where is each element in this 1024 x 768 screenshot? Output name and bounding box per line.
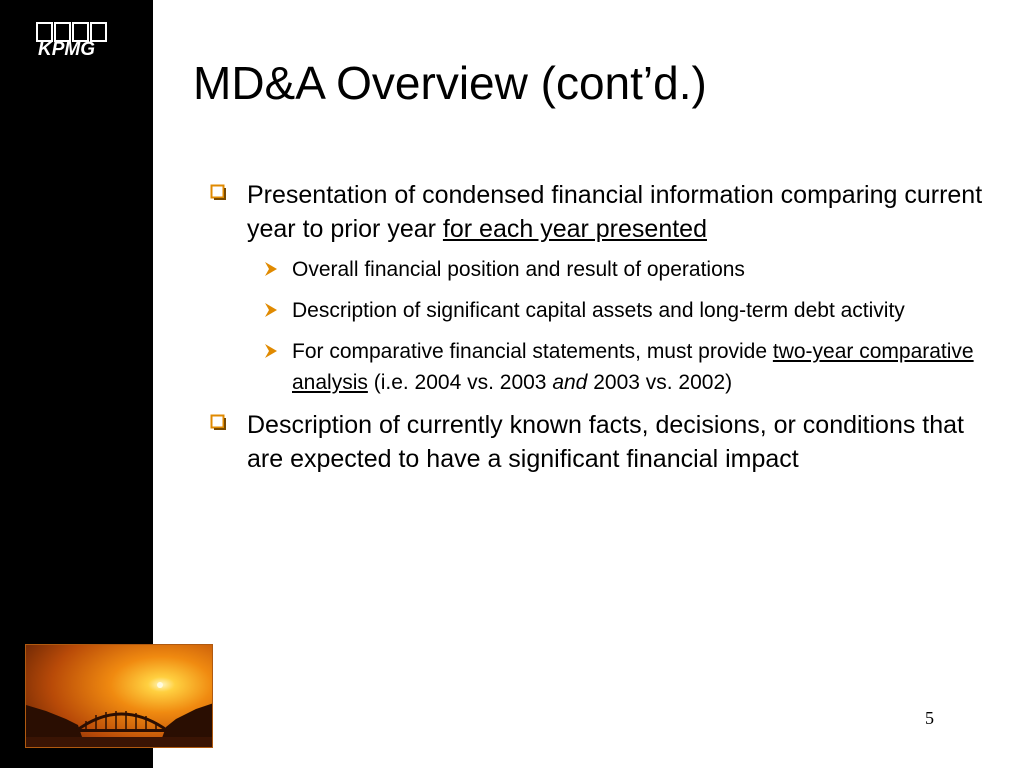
- sunset-bridge-photo: [25, 644, 213, 748]
- slide-content: [210, 178, 1000, 484]
- sub-bullet-text: 2003 vs. 2002): [587, 371, 733, 394]
- sunset-bridge-image: [26, 645, 213, 748]
- sub-bullet-text: (i.e. 2004 vs. 2003: [367, 371, 553, 394]
- bullet-underlined-text: for each year presented: [442, 215, 707, 243]
- bullet-item: [210, 408, 1000, 476]
- page-number: 5: [925, 708, 934, 728]
- bullet-text: Description of currently known facts, decisions, or conditions that are expected to have a significant financial impact: [247, 411, 965, 473]
- sub-bullet-text: For comparative financial statements, must provide: [292, 340, 773, 363]
- hollow-square-bullet-icon: [210, 184, 227, 201]
- bullet-item: [210, 178, 1000, 246]
- sub-bullet-italic-text: and: [552, 371, 588, 394]
- sub-bullet-item: [210, 295, 1000, 326]
- sub-bullet-text: Overall financial position and result of operations: [292, 258, 745, 281]
- kpmg-logo: [36, 22, 116, 64]
- arrow-bullet-icon: [264, 261, 278, 277]
- hollow-square-bullet-icon: [210, 414, 227, 431]
- sidebar: [0, 0, 153, 768]
- arrow-bullet-icon: [264, 343, 278, 359]
- arrow-bullet-icon: [264, 302, 278, 318]
- sub-bullet-item: [210, 254, 1000, 285]
- slide-title: MD&A Overview (cont’d.): [193, 57, 707, 109]
- sub-bullet-text: Description of significant capital assets and long-term debt activity: [292, 299, 905, 322]
- sub-bullet-underlined-text: two-year comparative analysis: [292, 340, 974, 394]
- logo-text: KPMG: [38, 39, 95, 60]
- sub-bullet-item: [210, 336, 1000, 398]
- bullet-text: Presentation of condensed financial information comparing current year to prior year: [247, 181, 983, 243]
